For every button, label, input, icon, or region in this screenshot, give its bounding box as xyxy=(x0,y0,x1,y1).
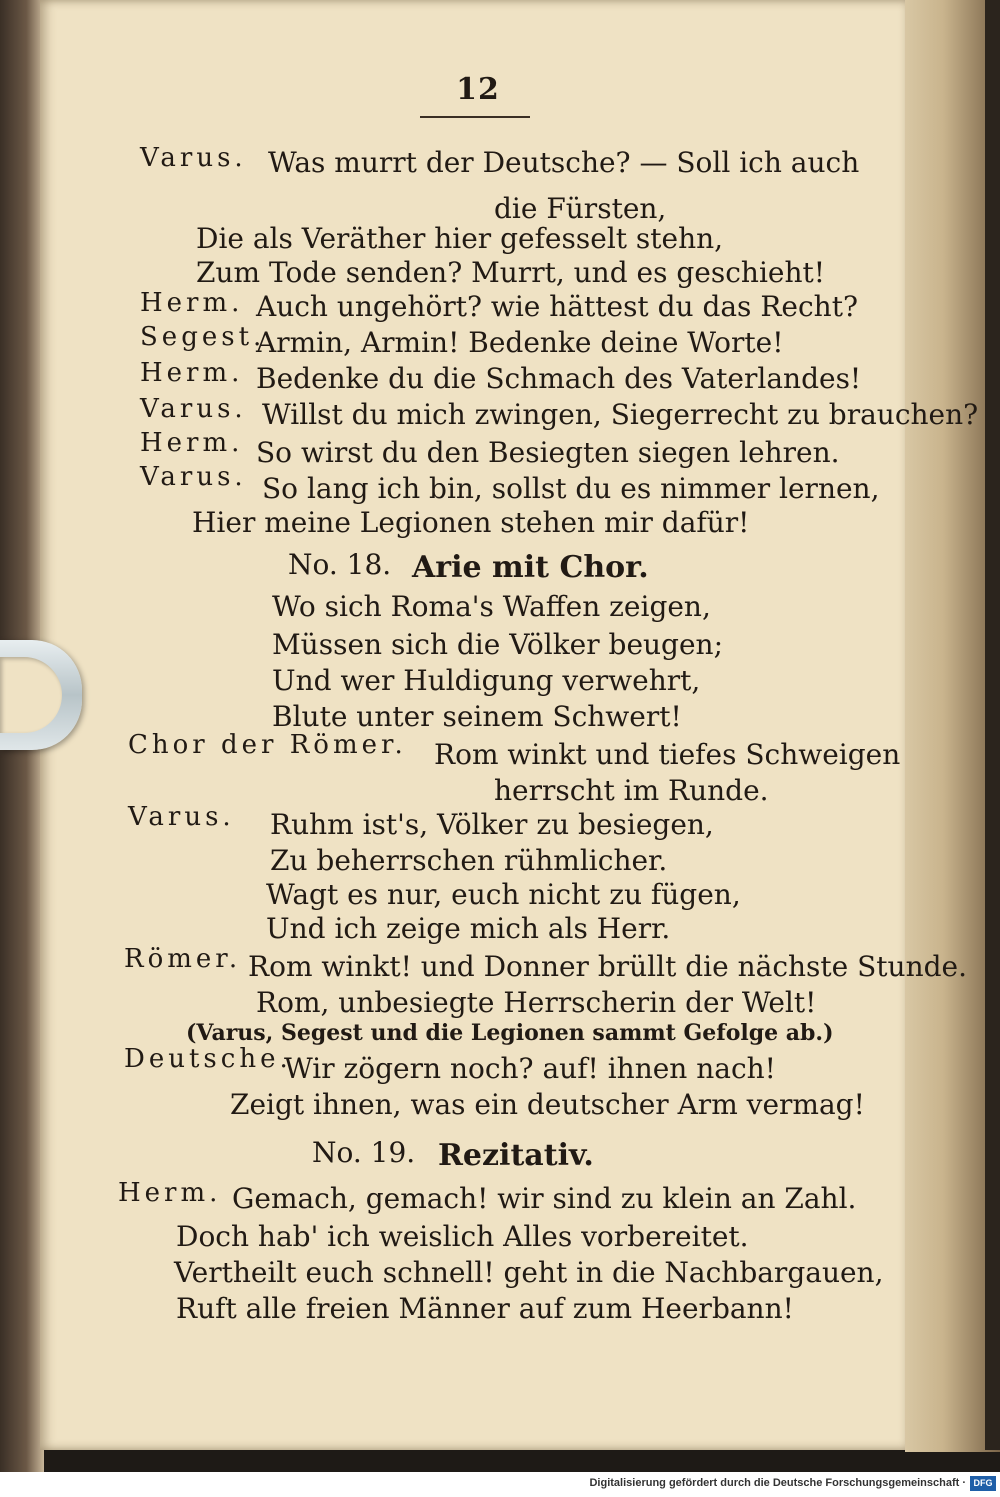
verse-line: Hier meine Legionen stehen mir dafür! xyxy=(192,506,750,539)
verse-line: Doch hab' ich weislich Alles vorbereitet. xyxy=(176,1220,749,1253)
verse-line: So lang ich bin, sollst du es nimmer lernen, xyxy=(262,472,880,505)
stage-direction: (Varus, Segest und die Legionen sammt Gefolge ab.) xyxy=(186,1020,834,1046)
page-number: 12 xyxy=(456,72,500,107)
speaker-label: Varus. xyxy=(140,394,247,424)
speaker-label: Deutsche. xyxy=(124,1044,292,1074)
verse-line: Ruhm ist's, Völker zu besiegen, xyxy=(270,808,714,841)
verse-line: Gemach, gemach! wir sind zu klein an Zahl. xyxy=(232,1182,857,1215)
verse-line: Und ich zeige mich als Herr. xyxy=(266,912,671,945)
speaker-label: Varus. xyxy=(140,462,247,492)
verse-line: Bedenke du die Schmach des Vaterlandes! xyxy=(256,362,862,395)
speaker-label: Varus. xyxy=(128,802,235,832)
verse-line: Wo sich Roma's Waffen zeigen, xyxy=(272,590,711,623)
page-number-rule xyxy=(420,116,530,118)
verse-line: Willst du mich zwingen, Siegerrecht zu brauchen? xyxy=(262,398,979,431)
dfg-logo-icon: DFG xyxy=(970,1476,996,1491)
verse-line: So wirst du den Besiegten siegen lehren. xyxy=(256,436,840,469)
speaker-label: Segest. xyxy=(140,322,266,352)
verse-line: Rom winkt! und Donner brüllt die nächste Stunde. xyxy=(248,950,968,983)
verse-line: Ruft alle freien Männer auf zum Heerbann! xyxy=(176,1292,794,1325)
verse-line: Die als Veräther hier gefesselt stehn, xyxy=(196,222,724,255)
section-number: No. 19. xyxy=(312,1136,416,1169)
verse-line: herrscht im Runde. xyxy=(494,774,769,807)
speaker-label: Herm. xyxy=(140,358,244,388)
verse-line: Müssen sich die Völker beugen; xyxy=(272,628,724,661)
verse-line: Rom winkt und tiefes Schweigen xyxy=(434,738,901,771)
section-title: Arie mit Chor. xyxy=(412,550,649,585)
speaker-label: Herm. xyxy=(140,428,244,458)
verse-line: Was murrt der Deutsche? — Soll ich auch xyxy=(268,146,860,179)
verse-line: die Fürsten, xyxy=(494,192,667,225)
verse-line: Rom, unbesiegte Herrscherin der Welt! xyxy=(256,986,817,1019)
speaker-label: Herm. xyxy=(118,1178,222,1208)
footer-credit: Digitalisierung gefördert durch die Deutsche Forschungsgemeinschaft · xyxy=(589,1477,966,1489)
speaker-label: Römer. xyxy=(124,944,242,974)
verse-line: Armin, Armin! Bedenke deine Worte! xyxy=(256,326,784,359)
verse-line: Zum Tode senden? Murrt, und es geschieht! xyxy=(196,256,826,289)
section-number: No. 18. xyxy=(288,548,392,581)
verse-line: Blute unter seinem Schwert! xyxy=(272,700,682,733)
speaker-label: Varus. xyxy=(140,143,247,173)
verse-line: Und wer Huldigung verwehrt, xyxy=(272,664,701,697)
verse-line: Auch ungehört? wie hättest du das Recht? xyxy=(256,290,858,323)
section-title: Rezitativ. xyxy=(438,1138,594,1173)
verse-line: Zu beherrschen rühmlicher. xyxy=(270,844,668,877)
speaker-label: Chor der Römer. xyxy=(128,730,407,760)
verse-line: Vertheilt euch schnell! geht in die Nachbargauen, xyxy=(174,1256,884,1289)
speaker-label: Herm. xyxy=(140,288,244,318)
verse-line: Zeigt ihnen, was ein deutscher Arm vermag! xyxy=(230,1088,865,1121)
verse-line: Wir zögern noch? auf! ihnen nach! xyxy=(284,1052,776,1085)
verse-line: Wagt es nur, euch nicht zu fügen, xyxy=(266,878,741,911)
